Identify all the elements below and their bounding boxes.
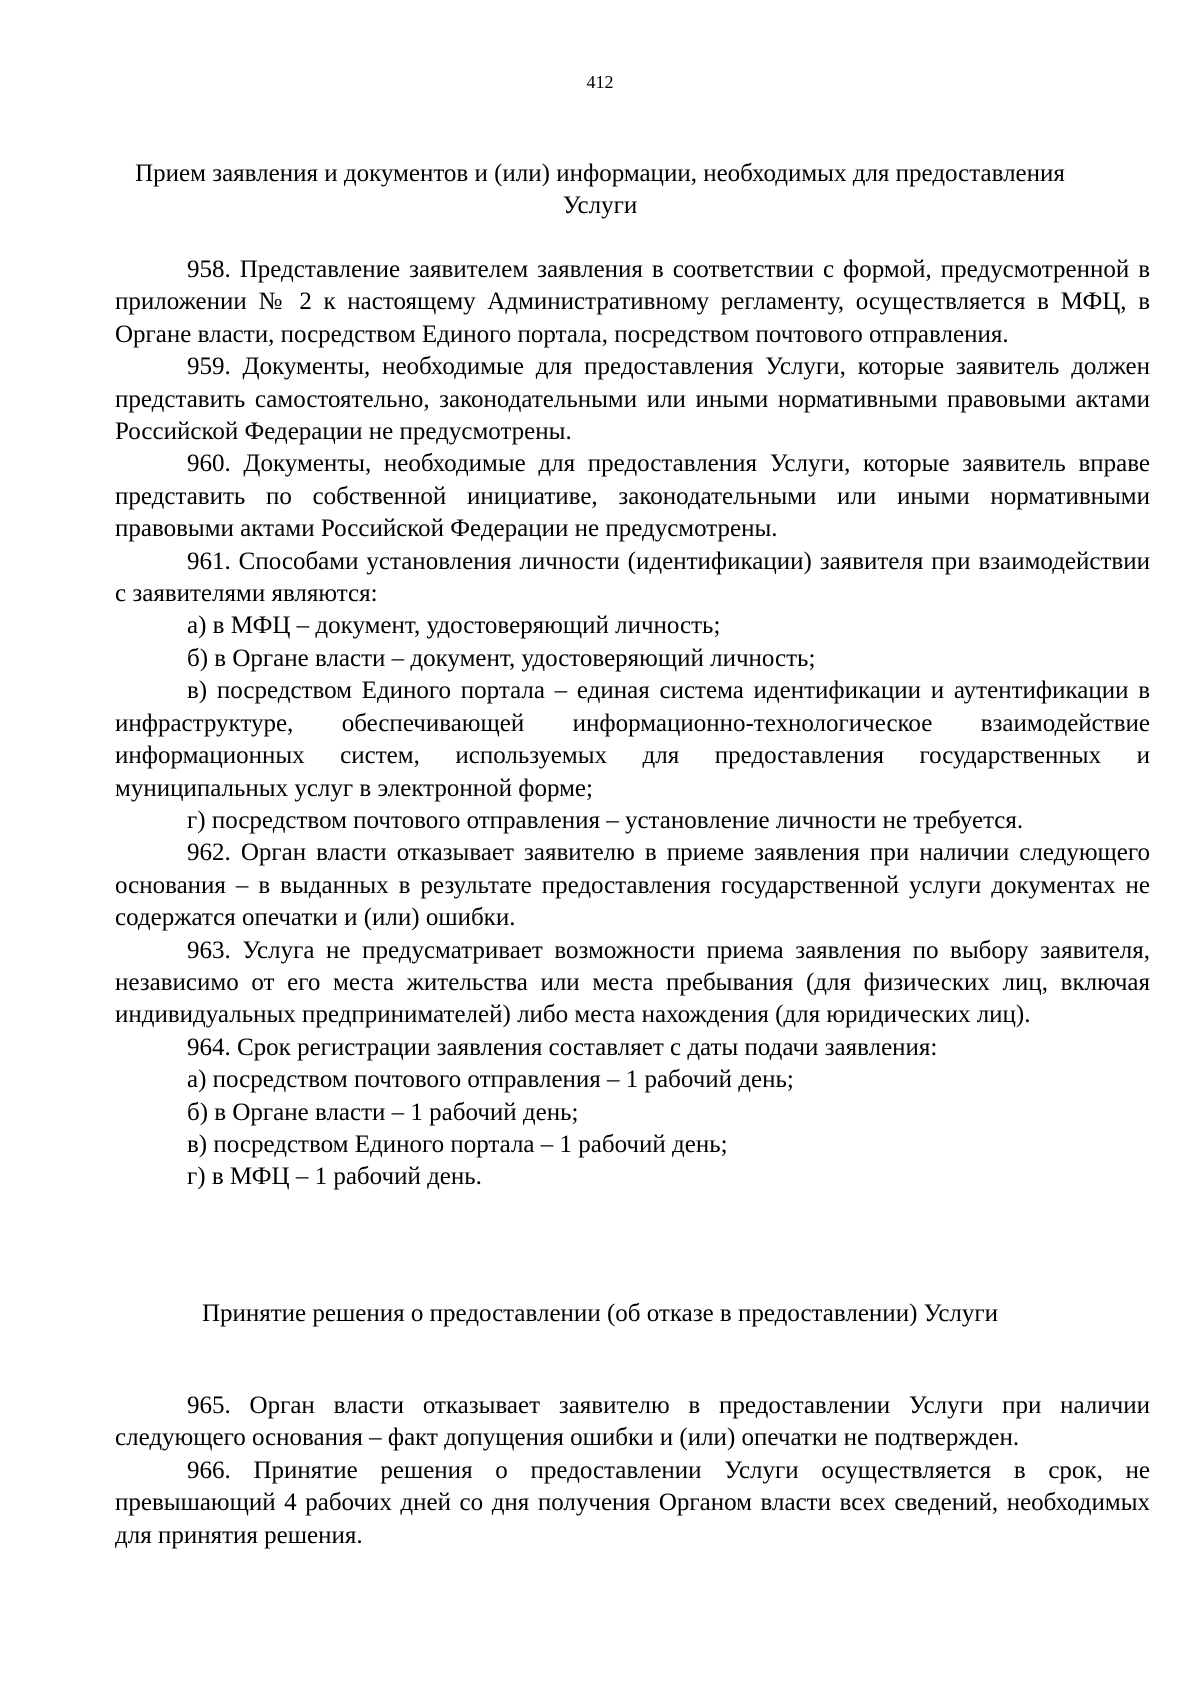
paragraph-964-g: г) в МФЦ – 1 рабочий день.: [187, 1163, 482, 1191]
section-body-decision: [115, 1390, 1150, 1552]
paragraph-959: 959. Документы, необходимые для предоставления Услуги, которые заявитель должен представить самостоятельно, законодательными или иными нормативными правовыми актами Российской Федерации не предусмотрены.: [115, 353, 1150, 446]
section-body-reception: [115, 254, 1150, 1194]
paragraph-964-a: а) посредством почтового отправления – 1 рабочий день;: [187, 1066, 794, 1094]
paragraph-961-g: г) посредством почтового отправления – установление личности не требуется.: [187, 806, 1024, 834]
paragraph-961-a: а) в МФЦ – документ, удостоверяющий личность;: [187, 612, 721, 640]
paragraph-960: 960. Документы, необходимые для предоставления Услуги, которые заявитель вправе представить по собственной инициативе, законодательными или иными нормативными правовыми актами Российской Федерации не предусмотрены.: [115, 450, 1150, 543]
section-heading-reception: Прием заявления и документов и (или) информации, необходимых для предоставления Услуги: [135, 160, 1065, 219]
paragraph-966: 966. Принятие решения о предоставлении Услуги осуществляется в срок, не превышающий 4 рабочих дней со дня получения Органом власти всех сведений, необходимых для принятия решения.: [115, 1456, 1150, 1549]
page-number: 412: [586, 72, 614, 92]
paragraph-964-b: б) в Органе власти – 1 рабочий день;: [187, 1098, 579, 1126]
section-heading-decision: Принятие решения о предоставлении (об отказе в предоставлении) Услуги: [201, 1300, 999, 1327]
paragraph-962: 962. Орган власти отказывает заявителю в приеме заявления при наличии следующего основания – в выданных в результате предоставления государственной услуги документах не содержатся опечатки и (или) ошибки.: [115, 839, 1150, 932]
paragraph-961: 961. Способами установления личности (идентификации) заявителя при взаимодействии с заявителями являются:: [115, 547, 1150, 608]
paragraph-963: 963. Услуга не предусматривает возможности приема заявления по выбору заявителя, независимо от его места жительства или места пребывания (для физических лиц, включая индивидуальных предпринимателей) либо места нахождения (для юридических лиц).: [115, 936, 1150, 1029]
paragraph-961-v: в) посредством Единого портала – единая система идентификации и аутентификации в инфраструктуре, обеспечивающей информационно-технологическое взаимодействие информационных систем, используемых для предоставления государственных и муниципальных услуг в электронной форме;: [115, 677, 1150, 802]
paragraph-965: 965. Орган власти отказывает заявителю в предоставлении Услуги при наличии следующего основания – факт допущения ошибки и (или) опечатки не подтвержден.: [115, 1392, 1150, 1452]
paragraph-961-b: б) в Органе власти – документ, удостоверяющий личность;: [187, 644, 816, 672]
paragraph-964: 964. Срок регистрации заявления составляет с даты подачи заявления:: [187, 1033, 938, 1061]
paragraph-958: 958. Представление заявителем заявления в соответствии с формой, предусмотренной в приложении № 2 к настоящему Административному регламенту, осуществляется в МФЦ, в Органе власти, посредством Единого портала, посредством почтового отправления.: [115, 256, 1150, 348]
paragraph-964-v: в) посредством Единого портала – 1 рабочий день;: [187, 1130, 728, 1158]
